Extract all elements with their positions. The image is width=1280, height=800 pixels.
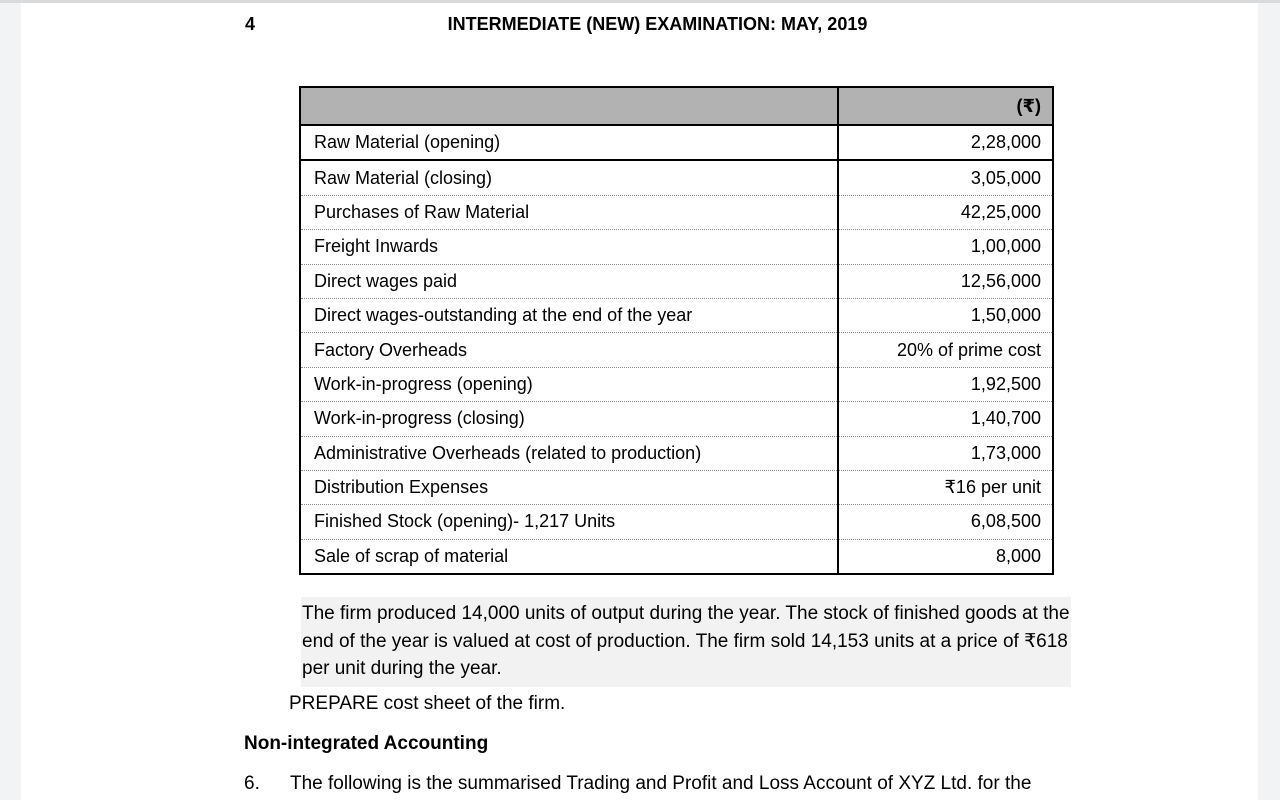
table-row xyxy=(300,333,1053,367)
table-row xyxy=(300,436,1053,470)
table-row xyxy=(300,505,1053,539)
table-cell-value: 6,08,500 xyxy=(838,505,1053,539)
document-page xyxy=(21,3,1258,800)
table-cell-value: 1,00,000 xyxy=(838,230,1053,264)
table-row xyxy=(300,264,1053,298)
table-cell-label: Direct wages paid xyxy=(300,264,838,298)
question-6 xyxy=(244,773,1031,795)
table-cell-label: Work-in-progress (closing) xyxy=(300,402,838,436)
question-number: 6. xyxy=(244,773,260,794)
table-cell-label: Distribution Expenses xyxy=(300,470,838,504)
table-cell-label: Purchases of Raw Material xyxy=(300,195,838,229)
table-row xyxy=(300,470,1053,504)
table-header-blank xyxy=(300,87,838,125)
table-cell-label: Finished Stock (opening)- 1,217 Units xyxy=(300,505,838,539)
table-header-row xyxy=(300,87,1053,125)
table-row xyxy=(300,402,1053,436)
table-cell-value: 1,73,000 xyxy=(838,436,1053,470)
table-cell-value: 2,28,000 xyxy=(838,125,1053,160)
table-row xyxy=(300,195,1053,229)
table-row xyxy=(300,367,1053,401)
table-cell-label: Freight Inwards xyxy=(300,230,838,264)
table-cell-value: 1,40,700 xyxy=(838,402,1053,436)
table-cell-value: 1,92,500 xyxy=(838,367,1053,401)
table-cell-value: 20% of prime cost xyxy=(838,333,1053,367)
prepare-instruction: PREPARE cost sheet of the firm. xyxy=(289,693,566,714)
left-gutter xyxy=(0,0,21,800)
top-border-line xyxy=(0,0,1280,3)
notes-paragraph: The firm produced 14,000 units of output during the year. The stock of finished goods at the end of the year is valued at cost of production. The firm sold 14,153 units at a price of ₹618 per unit during the year. xyxy=(301,597,1071,687)
table-cell-label: Factory Overheads xyxy=(300,333,838,367)
question-text: The following is the summarised Trading and Profit and Loss Account of XYZ Ltd. for the xyxy=(290,773,1032,794)
section-heading: Non-integrated Accounting xyxy=(244,733,489,754)
table-cell-value: 1,50,000 xyxy=(838,298,1053,332)
table-cell-label: Raw Material (opening) xyxy=(300,125,838,160)
table-row xyxy=(300,230,1053,264)
table-cell-value: ₹16 per unit xyxy=(838,470,1053,504)
table-row xyxy=(300,539,1053,574)
table-cell-label: Work-in-progress (opening) xyxy=(300,367,838,401)
table-cell-label: Raw Material (closing) xyxy=(300,160,838,195)
table-header-rupee: (₹) xyxy=(838,87,1053,125)
table-cell-value: 8,000 xyxy=(838,539,1053,574)
table-cell-label: Sale of scrap of material xyxy=(300,539,838,574)
table-row xyxy=(300,160,1053,195)
table-cell-label: Administrative Overheads (related to production) xyxy=(300,436,838,470)
right-gutter xyxy=(1258,0,1280,800)
cost-data-table xyxy=(299,86,1054,575)
table-row xyxy=(300,298,1053,332)
page-title: INTERMEDIATE (NEW) EXAMINATION: MAY, 2019 xyxy=(447,14,868,34)
table-cell-label: Direct wages-outstanding at the end of the year xyxy=(300,298,838,332)
table-cell-value: 3,05,000 xyxy=(838,160,1053,195)
table-row xyxy=(300,125,1053,160)
table-cell-value: 12,56,000 xyxy=(838,264,1053,298)
table-cell-value: 42,25,000 xyxy=(838,195,1053,229)
page-number: 4 xyxy=(245,14,256,34)
